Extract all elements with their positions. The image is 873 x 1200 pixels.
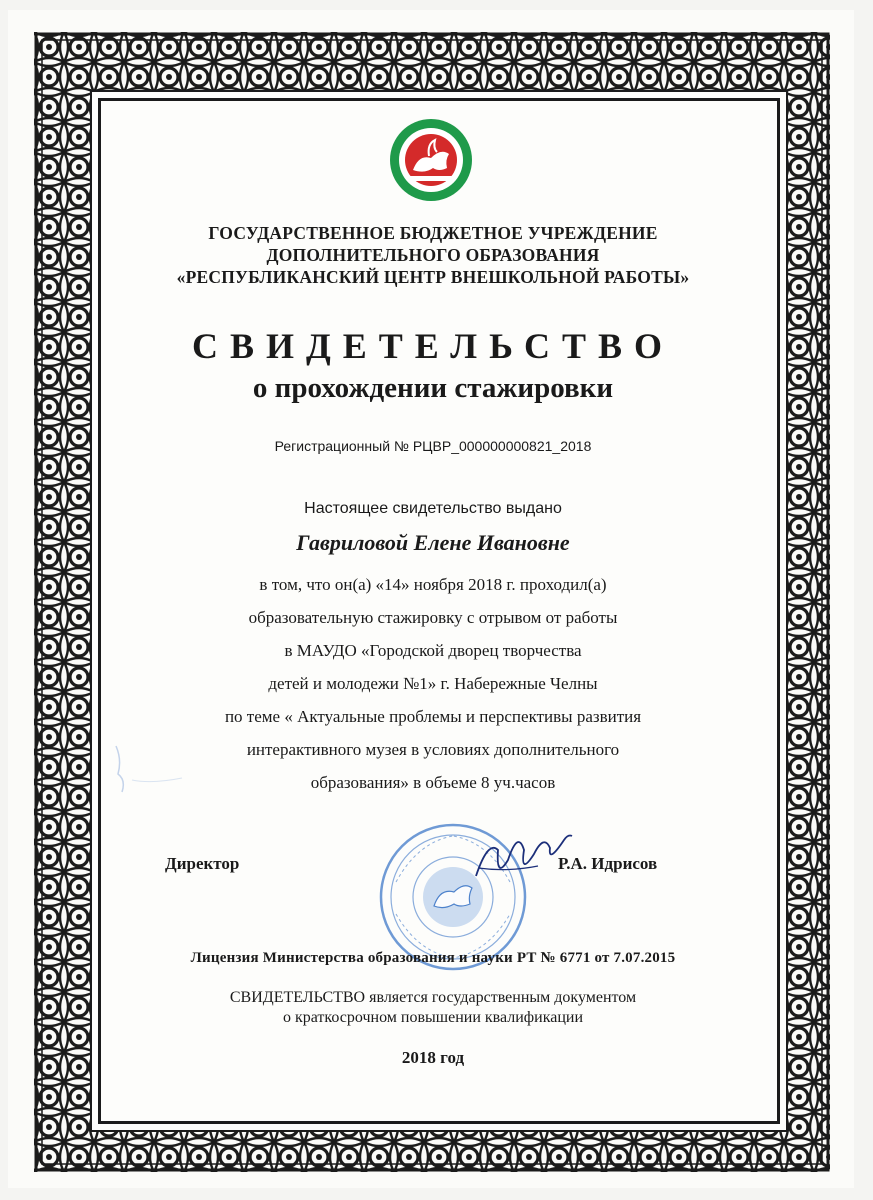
note-line-1: СВИДЕТЕЛЬСТВО является государственным документом [229, 989, 637, 1006]
org-line-2: ДОПОЛНИТЕЛЬНОГО ОБРАЗОВАНИЯ [266, 245, 600, 265]
certificate-body [90, 568, 776, 799]
issued-to-text: Настоящее свидетельство выдано [304, 500, 562, 517]
document-year: 2018 год [401, 1048, 465, 1067]
body-line: интерактивного музея в условиях дополнительного [246, 740, 620, 759]
body-line: детей и молодежи №1» г. Набережные Челны [268, 674, 598, 693]
signatory-role: Директор [165, 854, 240, 873]
body-line: по теме « Актуальные проблемы и перспективы развития [224, 707, 642, 726]
signatory-name: Р.А. Идрисов [558, 854, 658, 873]
org-line-3: «РЕСПУБЛИКАНСКИЙ ЦЕНТР ВНЕШКОЛЬНОЙ РАБОТЫ» [176, 267, 690, 287]
document-subtitle: о прохождении стажировки [252, 372, 614, 404]
recipient-name: Гавриловой Елене Ивановне [296, 530, 570, 555]
organization-name [90, 222, 776, 288]
body-line: образования» в объеме 8 уч.часов [310, 773, 556, 792]
ink-smudge-icon [112, 740, 192, 800]
body-line: в том, что он(а) «14» ноября 2018 г. проходил(а) [259, 575, 607, 594]
body-line: в МАУДО «Городской дворец творчества [284, 641, 582, 660]
document-note [90, 988, 776, 1028]
license-text: Лицензия Министерства образования и науки РТ № 6771 от 7.07.2015 [190, 950, 676, 966]
org-line-1: ГОСУДАРСТВЕННОЕ БЮДЖЕТНОЕ УЧРЕЖДЕНИЕ [208, 223, 658, 243]
note-line-2: о краткосрочном повышении квалификации [282, 1009, 584, 1026]
registration-number: Регистрационный № РЦВР_000000000821_2018 [274, 438, 592, 454]
document-title: СВИДЕТЕЛЬСТВО [191, 326, 675, 366]
tatarstan-emblem-icon [389, 118, 473, 202]
body-line: образовательную стажировку с отрывом от работы [248, 608, 618, 627]
